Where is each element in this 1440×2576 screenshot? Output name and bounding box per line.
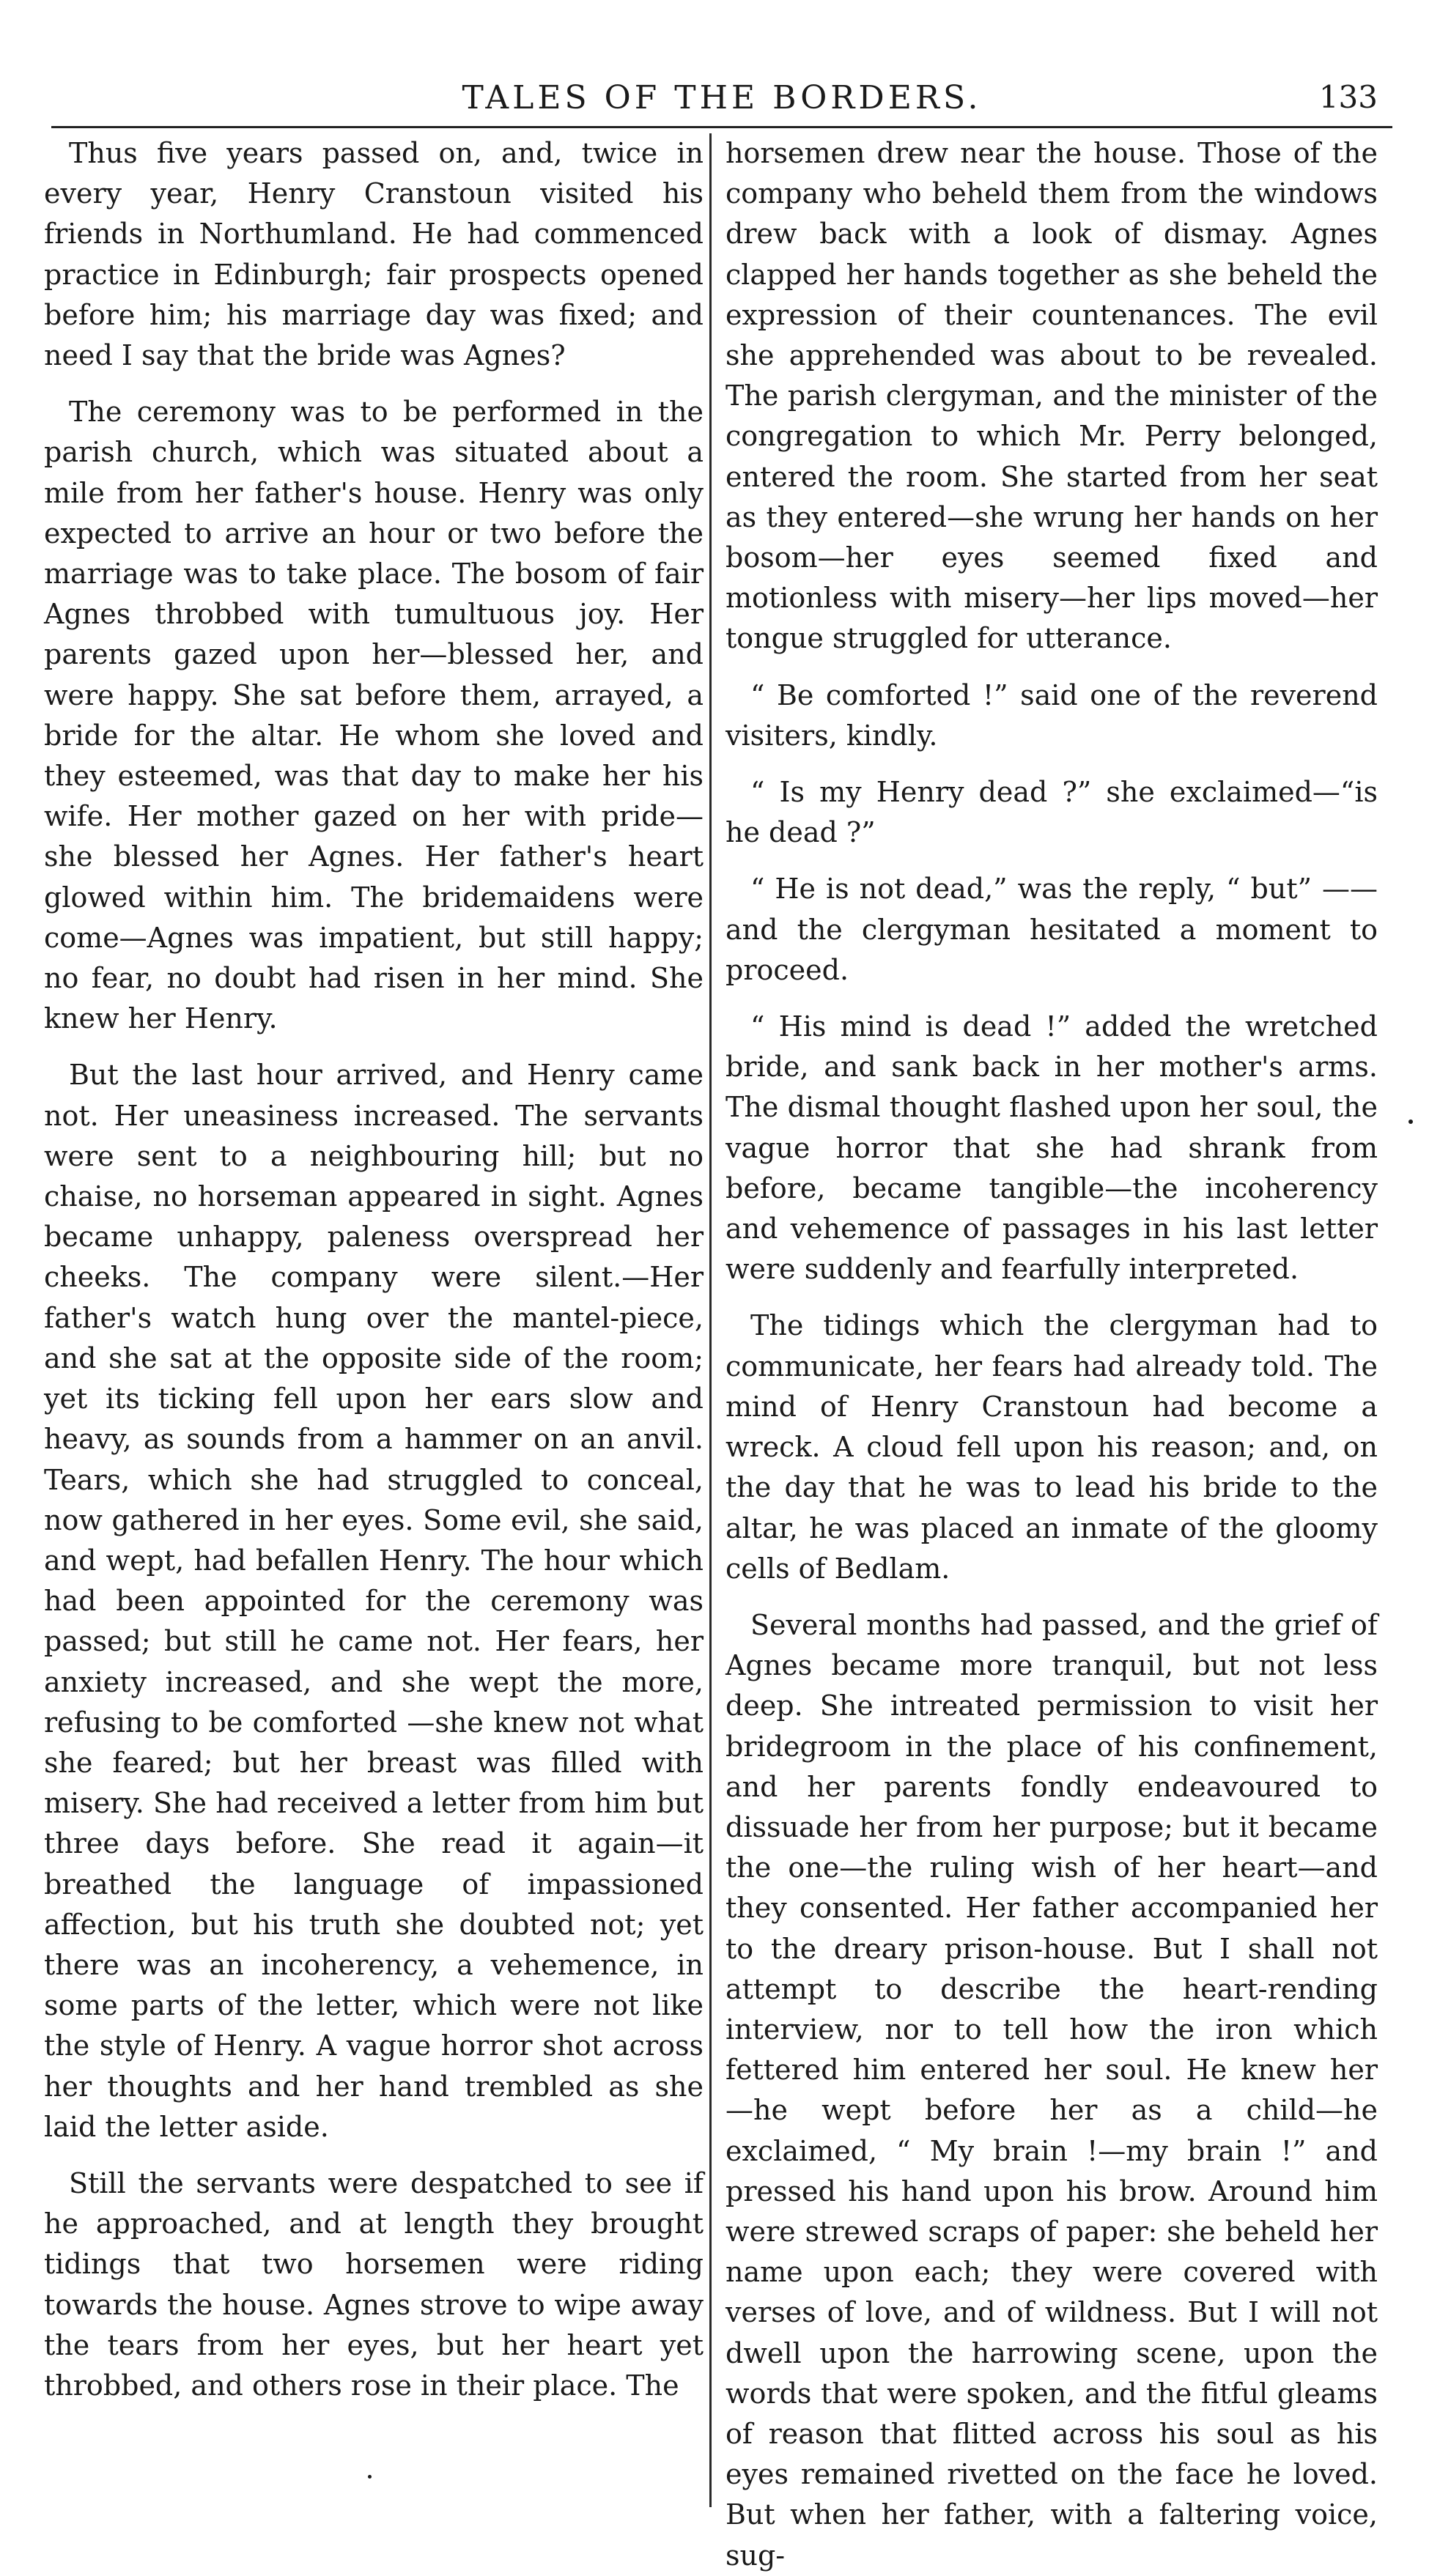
column-rule — [709, 133, 712, 2507]
paragraph: horsemen drew near the house. Those of the company who beheld them from the windows drew back with a look of dismay. Agnes clapped her hands together as she beheld the expression of their countenances. The evil she apprehended was about to be revealed. The parish clergyman, and the minister of the congregation to which Mr. Perry belonged, entered the room. She started from her seat as they entered—she wrung her hands on her bosom—her eyes seemed fixed and motionless with misery—her lips moved—her tongue struggled for utterance. — [725, 137, 1378, 655]
running-title: TALES OF THE BORDERS. — [462, 79, 982, 116]
paragraph: The ceremony was to be performed in the parish church, which was situated about a mile from her father's house. Henry was only expected to arrive an hour or two before the marriage was to take place. The bosom of fair Agnes throbbed with tumultuous joy. Her parents gazed upon her—blessed her, and were happy. She sat before them, arrayed, a bride for the altar. He whom she loved and they esteemed, was that day to make her his wife. Her mother gazed on her with pride—she blessed her Agnes. Her father's heart glowed within him. The bridemaidens were come—Agnes was impatient, but still happy; no fear, no doubt had risen in her mind. She knew her Henry. — [44, 396, 704, 1035]
paragraph: Still the servants were despatched to see if he approached, and at length they brought tidings that two horsemen were riding towards the house. Agnes strove to wipe away the tears from her eyes, but her heart yet throbbed, and others rose in their place. The — [44, 2166, 704, 2402]
ink-speck — [368, 2475, 372, 2479]
paragraph: Several months had passed, and the grief of Agnes became more tranquil, but not less deep. She intreated permission to visit her bridegroom in the place of his confinement, and her parents fondly endeavoured to dissuade her from her purpose; but it became the one—the ruling wish of her heart—and they consented. Her father accompanied her to the dreary prison-house. But I shall not attempt to describe the heart-rending interview, nor to tell how the iron which fettered him entered her soul. He knew her —he wept before her as a child—he exclaimed, “ My brain !—my brain !” and pressed his hand upon his brow. Around him were strewed scraps of paper: she beheld her name upon each; they were covered with verses of love, and of wildness. But I will not dwell upon the harrowing scene, upon the words that were spoken, and the fitful gleams of reason that flitted across his soul as his eyes remained rivetted on the face he loved. But when her father, with a faltering voice, sug- — [725, 1608, 1378, 2572]
paragraph: But the last hour arrived, and Henry came not. Her uneasiness increased. The servants were sent to a neighbouring hill; but no chaise, no horseman appeared in sight. Agnes became unhappy, paleness overspread her cheeks. The company were silent.—Her father's watch hung over the mantel-piece, and she sat at the opposite side of the room; yet its ticking fell upon her ears slow and heavy, as sounds from a hammer on an anvil. Tears, which she had struggled to conceal, now gathered in her eyes. Some evil, she said, and wept, had befallen Henry. The hour which had been appointed for the ceremony was passed; but still he came not. Her fears, her anxiety increased, and she wept the more, refusing to be comforted —she knew not what she feared; but her breast was filled with misery. She had received a letter from him but three days before. She read it again—it breathed the language of impassioned affection, but his truth she doubted not; yet there was an incoherency, a vehemence, in some parts of the letter, which were not like the style of Henry. A vague horror shot across her thoughts and her hand trembled as she laid the letter aside. — [44, 1059, 704, 2143]
right-column — [725, 133, 1378, 2572]
header-rule — [51, 126, 1392, 128]
left-column — [44, 133, 704, 2514]
paragraph: Thus five years passed on, and, twice in every year, Henry Cranstoun visited his friends in Northumland. He had commenced practice in Edinburgh; fair prospects opened before him; his marriage day was fixed; and need I say that the bride was Agnes? — [44, 137, 704, 372]
paragraph: “ He is not dead,” was the reply, “ but” ——and the clergyman hesitated a moment to proceed. — [725, 873, 1378, 986]
paragraph: “ Be comforted !” said one of the reverend visiters, kindly. — [725, 678, 1378, 752]
ink-speck — [1408, 1119, 1413, 1124]
paragraph: “ His mind is dead !” added the wretched bride, and sank back in her mother's arms. The dismal thought flashed upon her soul, the vague horror that she had shrank from before, became tangible—the incoherency and vehemence of passages in his last letter were suddenly and fearfully interpreted. — [725, 1010, 1378, 1286]
page-number: 133 — [1318, 79, 1378, 115]
paragraph: The tidings which the clergyman had to communicate, her fears had already told. The mind of Henry Cranstoun had become a wreck. A cloud fell upon his reason; and, on the day that he was to lead his bride to the altar, he was placed an inmate of the gloomy cells of Bedlam. — [725, 1309, 1378, 1585]
paragraph: “ Is my Henry dead ?” she exclaimed—“is he dead ?” — [725, 776, 1378, 849]
page-header — [51, 73, 1392, 125]
